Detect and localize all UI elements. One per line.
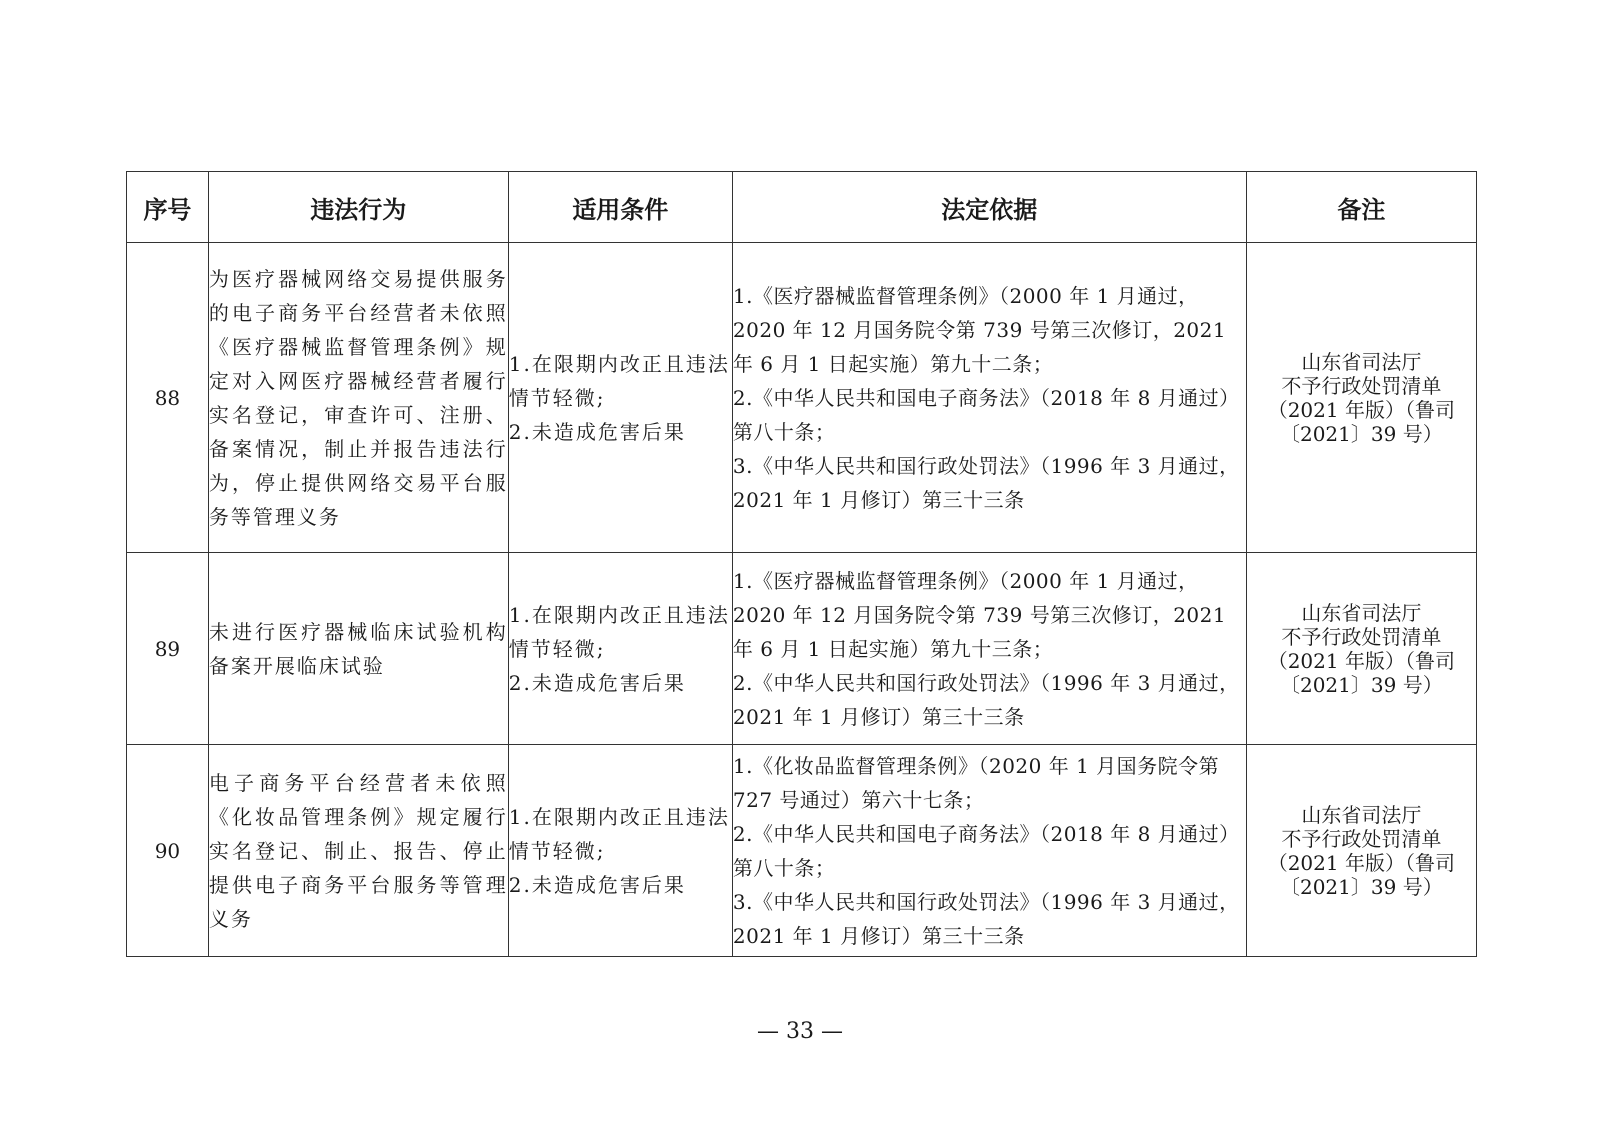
remark-line: （2021 年版）（鲁司 bbox=[1267, 397, 1455, 422]
remark-line: 不予行政处罚清单 bbox=[1281, 826, 1442, 851]
remarks-cell bbox=[1246, 243, 1476, 553]
table-row bbox=[127, 745, 1477, 957]
legal-basis-cell bbox=[732, 243, 1246, 553]
remark-line: 山东省司法厅 bbox=[1301, 600, 1422, 625]
condition-item: 2.未造成危害后果 bbox=[508, 670, 686, 695]
basis-item: 2.《中华人民共和国电子商务法》（2018 年 8 月通过）第八十条； bbox=[732, 821, 1240, 880]
remarks-cell bbox=[1246, 745, 1476, 957]
basis-item: 1.《化妆品监督管理条例》（2020 年 1 月国务院令第 727 号通过）第六十七条； bbox=[732, 753, 1220, 812]
row-number: 88 bbox=[127, 243, 209, 553]
header-number: 序号 bbox=[127, 172, 209, 243]
remark-line: 不予行政处罚清单 bbox=[1281, 624, 1442, 649]
condition-item: 2.未造成危害后果 bbox=[508, 419, 686, 444]
remark-line: 不予行政处罚清单 bbox=[1281, 373, 1442, 398]
penalty-exemption-table bbox=[126, 171, 1477, 957]
basis-item: 1.《医疗器械监督管理条例》（2000 年 1 月通过，2020 年 12 月国务院令第 739 号第三次修订，2021 年 6 月 1 日起实施）第九十三条； bbox=[732, 568, 1227, 661]
conditions-cell bbox=[508, 553, 732, 745]
page-number: — 33 — bbox=[757, 1019, 843, 1044]
row-number: 89 bbox=[127, 553, 209, 745]
table-row bbox=[127, 553, 1477, 745]
legal-basis-cell bbox=[732, 553, 1246, 745]
row-number: 90 bbox=[127, 745, 209, 957]
header-violation: 违法行为 bbox=[208, 172, 508, 243]
remarks-cell bbox=[1246, 553, 1476, 745]
remark-line: （2021 年版）（鲁司 bbox=[1267, 850, 1455, 875]
remark-line: 〔2021〕39 号） bbox=[1279, 874, 1443, 899]
remark-line: （2021 年版）（鲁司 bbox=[1267, 648, 1455, 673]
remark-line: 〔2021〕39 号） bbox=[1279, 672, 1443, 697]
conditions-cell bbox=[508, 745, 732, 957]
basis-item: 1.《医疗器械监督管理条例》（2000 年 1 月通过，2020 年 12 月国务院令第 739 号第三次修订，2021 年 6 月 1 日起实施）第九十二条； bbox=[732, 283, 1227, 376]
condition-item: 1.在限期内改正且违法情节轻微; bbox=[508, 602, 730, 661]
violation-cell: 为医疗器械网络交易提供服务的电子商务平台经营者未依照《医疗器械监督管理条例》规定对入网医疗器械经营者履行实名登记，审查许可、注册、备案情况，制止并报告违法行为，停止提供网络交易平台服务等管理义务 bbox=[208, 243, 508, 553]
basis-item: 3.《中华人民共和国行政处罚法》（1996 年 3 月通过，2021 年 1 月修订）第三十三条 bbox=[732, 453, 1240, 512]
violation-cell: 电子商务平台经营者未依照《化妆品管理条例》规定履行实名登记、制止、报告、停止提供电子商务平台服务等管理义务 bbox=[208, 745, 508, 957]
remark-line: 山东省司法厅 bbox=[1301, 802, 1422, 827]
conditions-cell bbox=[508, 243, 732, 553]
remark-line: 〔2021〕39 号） bbox=[1279, 421, 1443, 446]
header-legal-basis: 法定依据 bbox=[732, 172, 1246, 243]
legal-basis-cell bbox=[732, 745, 1246, 957]
condition-item: 1.在限期内改正且违法情节轻微; bbox=[508, 804, 730, 863]
basis-item: 3.《中华人民共和国行政处罚法》（1996 年 3 月通过，2021 年 1 月修订）第三十三条 bbox=[732, 889, 1240, 948]
condition-item: 2.未造成危害后果 bbox=[508, 872, 686, 897]
table-header-row bbox=[127, 172, 1477, 243]
basis-item: 2.《中华人民共和国行政处罚法》（1996 年 3 月通过，2021 年 1 月修订）第三十三条 bbox=[732, 670, 1240, 729]
remark-line: 山东省司法厅 bbox=[1301, 349, 1422, 374]
condition-item: 1.在限期内改正且违法情节轻微; bbox=[508, 351, 730, 410]
violation-cell: 未进行医疗器械临床试验机构备案开展临床试验 bbox=[208, 553, 508, 745]
header-remarks: 备注 bbox=[1246, 172, 1476, 243]
table-row bbox=[127, 243, 1477, 553]
header-conditions: 适用条件 bbox=[508, 172, 732, 243]
basis-item: 2.《中华人民共和国电子商务法》（2018 年 8 月通过）第八十条； bbox=[732, 385, 1240, 444]
